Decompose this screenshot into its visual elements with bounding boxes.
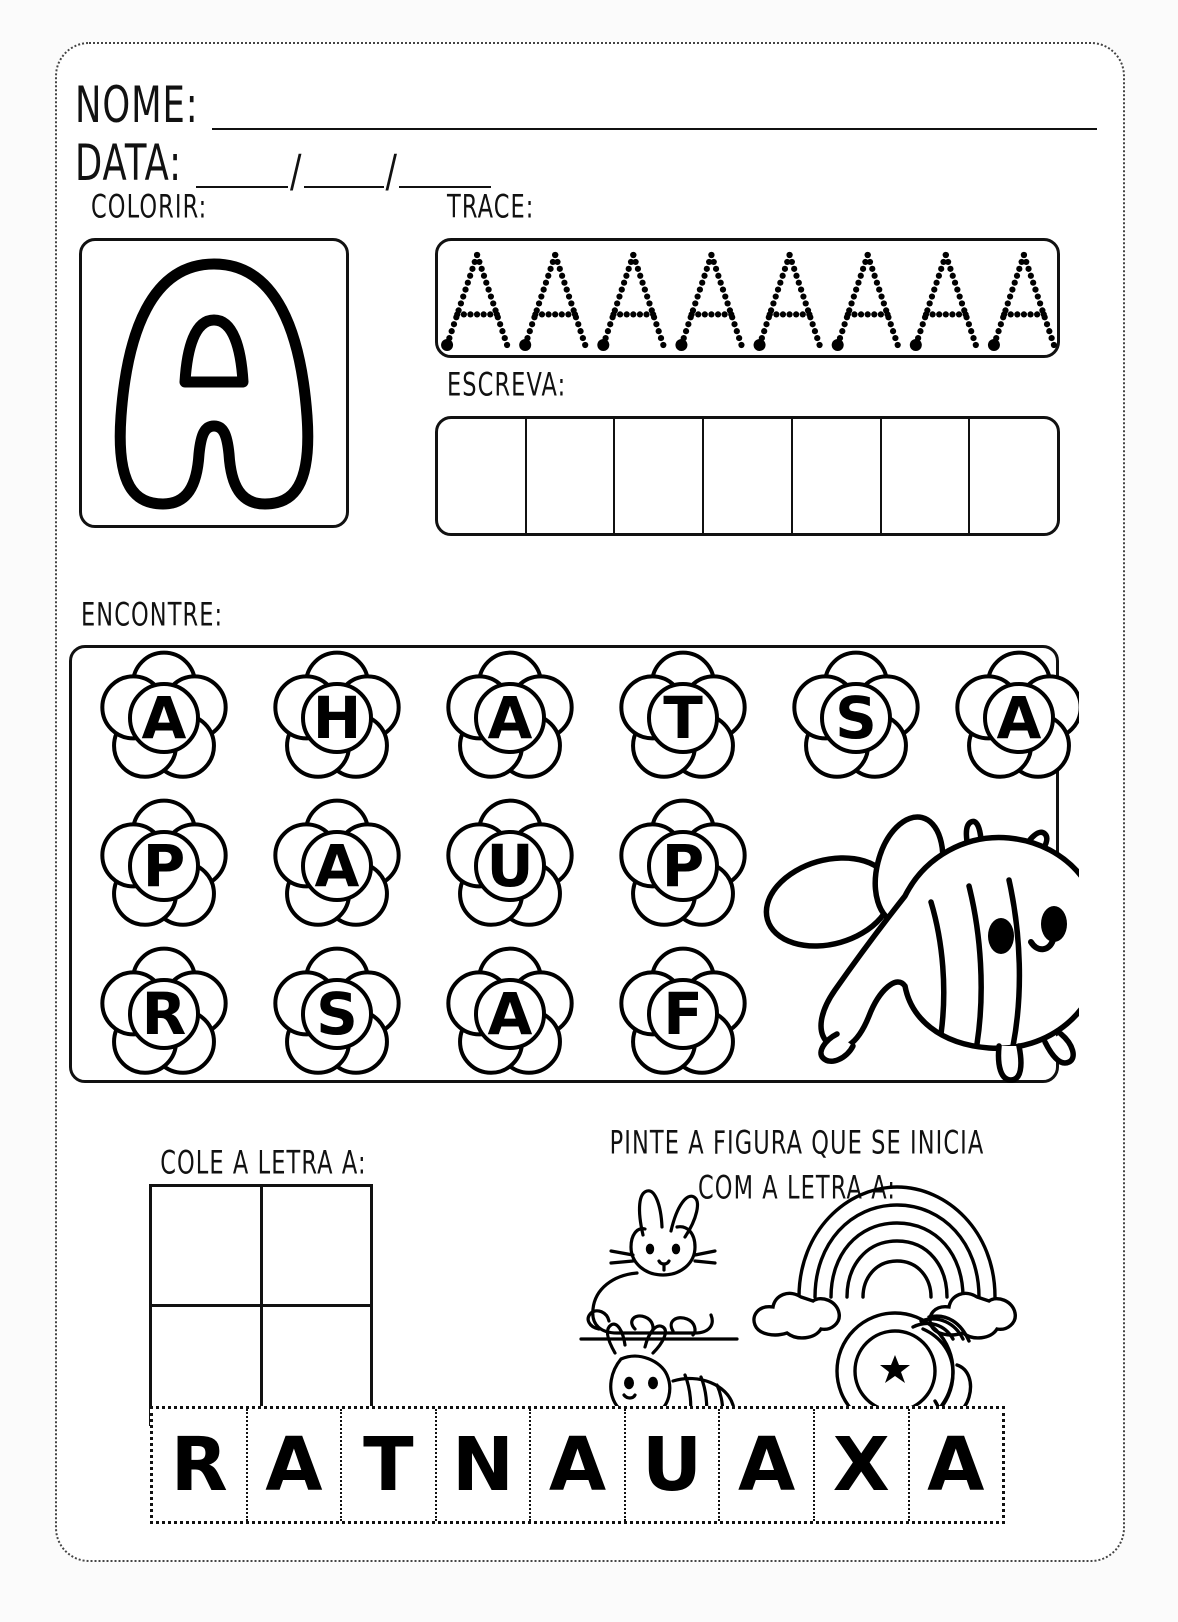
date-separator-2: / [385,146,397,198]
worksheet-sheet [55,42,1125,1562]
flower-letter-a[interactable] [275,801,398,925]
flower-letter-text: A [314,832,360,900]
colorir-caption: COLORIR: [91,187,208,225]
flower-letter-a[interactable] [957,653,1079,777]
trace-letter-a [910,252,979,351]
trace-caption: TRACE: [447,187,535,225]
flower-letter-text: P [142,832,186,900]
flower-letter-r[interactable] [102,949,225,1073]
bee-icon [756,810,1079,1080]
strip-letter-cell[interactable] [910,1409,1003,1521]
flower-letter-text: A [141,684,187,752]
trace-letter-a [988,252,1057,351]
flower-letter-u[interactable] [448,801,571,925]
strip-letter-text: A [738,1422,796,1508]
strip-letter-text: A [265,1422,323,1508]
escreva-cells [438,419,1057,533]
strip-letter-text: X [832,1422,890,1508]
flower-letter-a[interactable] [448,949,571,1073]
name-label: NOME: [75,75,199,134]
strip-letter-cell[interactable] [720,1409,815,1521]
escreva-box[interactable] [435,416,1060,536]
trace-letter-a [754,252,823,351]
flower-letter-text: P [661,832,705,900]
trace-letter-a [597,252,666,351]
trace-letter-a [519,252,588,351]
date-month-line[interactable] [304,186,384,188]
flower-letter-text: F [663,980,703,1048]
date-field-row [75,133,491,198]
strip-letter-text: N [452,1422,514,1508]
colorir-box[interactable] [79,238,349,528]
escreva-cell[interactable] [704,419,793,533]
strip-letter-cell[interactable] [248,1409,343,1521]
flower-letter-p[interactable] [102,801,225,925]
letter-strip[interactable] [150,1406,1005,1524]
date-separator-1: / [290,146,302,198]
escreva-cell[interactable] [882,419,971,533]
strip-letter-cell[interactable] [153,1409,248,1521]
flower-letter-a[interactable] [448,653,571,777]
encontre-caption: ENCONTRE: [81,595,224,633]
flower-letter-text: U [486,832,534,900]
date-label: DATA: [75,133,182,192]
strip-letter-text: T [363,1422,414,1508]
escreva-cell[interactable] [527,419,616,533]
date-day-line[interactable] [196,186,288,188]
flower-letter-text: A [487,684,533,752]
strip-letter-cell[interactable] [815,1409,910,1521]
cole-caption: COLE A LETRA A: [160,1143,367,1181]
flower-letter-a[interactable] [102,653,225,777]
trace-letter-a [675,252,744,351]
flower-letter-text: A [996,684,1042,752]
strip-letter-text: U [642,1422,703,1508]
cole-grid[interactable] [149,1184,373,1426]
flower-letter-text: H [312,684,362,752]
encontre-flowers [69,634,1079,1094]
trace-letter-a [832,252,901,351]
cole-grid-divider-horizontal [152,1304,370,1307]
name-input-line[interactable] [212,128,1097,130]
escreva-caption: ESCREVA: [447,365,567,403]
flower-letter-text: R [141,980,187,1048]
flower-letter-text: A [487,980,533,1048]
flower-letter-text: S [835,684,877,752]
flower-letter-s[interactable] [275,949,398,1073]
pinte-caption-line1: PINTE A FIGURA QUE SE INICIA [609,1123,985,1161]
trace-box[interactable] [435,238,1060,358]
flower-letter-t[interactable] [621,653,744,777]
escreva-cell[interactable] [615,419,704,533]
trace-letter-a [441,252,510,351]
bubble-letter-a [89,248,339,518]
rabbit-icon [581,1191,737,1339]
flower-letter-h[interactable] [275,653,398,777]
strip-letter-cell[interactable] [437,1409,532,1521]
trace-dotted-letters [438,241,1063,361]
name-field-row [75,75,1097,134]
escreva-cell[interactable] [793,419,882,533]
strip-letter-text: A [927,1422,985,1508]
strip-letter-text: R [170,1422,228,1508]
strip-letter-cell[interactable] [531,1409,626,1521]
strip-letter-text: A [548,1422,607,1508]
strip-letter-cell[interactable] [342,1409,437,1521]
escreva-cell[interactable] [438,419,527,533]
escreva-cell[interactable] [970,419,1057,533]
flower-letter-text: S [316,980,358,1048]
flower-letter-f[interactable] [621,949,744,1073]
pinte-caption-line2: COM A LETRA A: [698,1168,896,1206]
flower-letter-s[interactable] [794,653,917,777]
flower-letter-text: T [663,684,703,752]
strip-letter-cell[interactable] [626,1409,721,1521]
flower-letter-p[interactable] [621,801,744,925]
